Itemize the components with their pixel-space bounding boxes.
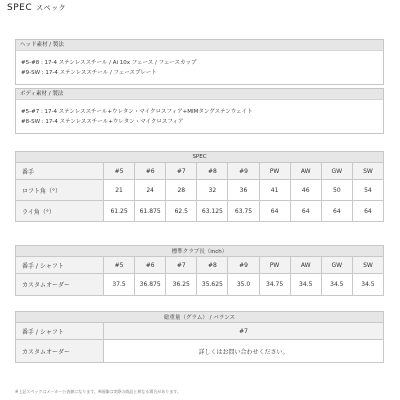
spec-cell: 61.25 xyxy=(104,201,135,222)
club-length-col-header: #7 xyxy=(166,257,197,274)
weight-balance-table xyxy=(15,311,384,363)
spec-row-lie xyxy=(16,201,384,222)
spec-table xyxy=(15,151,384,222)
head-material-line: #5-#8 : 17-4 ステンレススチール / Ai 10x フェース / フェースカップ xyxy=(21,60,197,66)
club-length-cell: 34.5 xyxy=(352,274,383,296)
spec-cell: 64 xyxy=(321,201,352,222)
spec-row-label: ライ角（°） xyxy=(16,201,104,222)
club-length-table xyxy=(15,245,384,296)
club-length-row-custom xyxy=(16,274,384,296)
weight-balance-row-label: カスタムオーダー xyxy=(16,340,104,363)
spec-col-header: #5 xyxy=(104,163,135,180)
spec-cell: 64 xyxy=(259,201,290,222)
club-length-col-header: PW xyxy=(259,257,290,274)
page-title xyxy=(7,3,66,13)
spec-cell: 28 xyxy=(166,180,197,201)
club-length-cell: 35.0 xyxy=(228,274,259,296)
page-title-text: SPEC xyxy=(7,3,33,13)
footnote: ※上記スペックはメーカー公表値になります。※画像は実際の商品と異なる場合があります。 xyxy=(15,389,181,394)
head-material-body xyxy=(16,51,383,84)
club-length-col-header: AW xyxy=(290,257,321,274)
spec-col-header: GW xyxy=(321,163,352,180)
spec-cell: 63.75 xyxy=(228,201,259,222)
body-material-body xyxy=(16,100,383,133)
body-material-header: ボディ素材 / 製法 xyxy=(16,89,383,100)
club-length-row-label: カスタムオーダー xyxy=(16,274,104,296)
spec-cell: 63.125 xyxy=(197,201,228,222)
spec-cell: 41 xyxy=(259,180,290,201)
club-length-col-header: SW xyxy=(352,257,383,274)
club-length-col-header: #8 xyxy=(197,257,228,274)
spec-col-header: #6 xyxy=(135,163,166,180)
spec-table-title: SPEC xyxy=(16,152,384,163)
spec-col-header: PW xyxy=(259,163,290,180)
club-length-table-title: 標準クラブ長（inch） xyxy=(16,246,384,257)
body-material-line: #5-#7 : 17-4 ステンレススチール+ウレタン・マイクロスフィア+MIMタングステンウェイト xyxy=(21,109,253,115)
club-length-cell: 34.5 xyxy=(290,274,321,296)
club-length-cell: 34.75 xyxy=(259,274,290,296)
club-length-header-row xyxy=(16,257,384,274)
spec-cell: 64 xyxy=(352,201,383,222)
weight-balance-cell: 詳しくはお問い合わせください。 xyxy=(104,340,384,363)
weight-balance-col-header: #7 xyxy=(104,323,384,340)
club-length-col-header: 番手 / シャフト xyxy=(16,257,104,274)
spec-col-header: SW xyxy=(352,163,383,180)
spec-cell: 50 xyxy=(321,180,352,201)
spec-col-header: AW xyxy=(290,163,321,180)
spec-col-header: #7 xyxy=(166,163,197,180)
head-material-box xyxy=(15,39,384,85)
head-material-header: ヘッド素材 / 製法 xyxy=(16,40,383,51)
spec-cell: 36 xyxy=(228,180,259,201)
spec-cell: 24 xyxy=(135,180,166,201)
spec-cell: 21 xyxy=(104,180,135,201)
weight-balance-row-custom xyxy=(16,340,384,363)
spec-table-header-row xyxy=(16,163,384,180)
club-length-cell: 36.25 xyxy=(166,274,197,296)
spec-cell: 32 xyxy=(197,180,228,201)
club-length-cell: 34.5 xyxy=(321,274,352,296)
spec-col-header: #9 xyxy=(228,163,259,180)
club-length-cell: 35.625 xyxy=(197,274,228,296)
club-length-col-header: #6 xyxy=(135,257,166,274)
spec-cell: 62.5 xyxy=(166,201,197,222)
head-material-line: #9-SW : 17-4 ステンレススチール / フェースプレート xyxy=(21,70,157,76)
spec-cell: 54 xyxy=(352,180,383,201)
club-length-cell: 37.5 xyxy=(104,274,135,296)
club-length-cell: 36.875 xyxy=(135,274,166,296)
spec-row-loft xyxy=(16,180,384,201)
spec-cell: 46 xyxy=(290,180,321,201)
spec-col-header: 番手 xyxy=(16,163,104,180)
spec-cell: 61.875 xyxy=(135,201,166,222)
weight-balance-header-row xyxy=(16,323,384,340)
body-material-box xyxy=(15,88,384,134)
body-material-line: #8-SW : 17-4 ステンレススチール+ウレタン・マイクロスフィア xyxy=(21,119,184,125)
club-length-col-header: #5 xyxy=(104,257,135,274)
spec-cell: 64 xyxy=(290,201,321,222)
club-length-col-header: #9 xyxy=(228,257,259,274)
spec-col-header: #8 xyxy=(197,163,228,180)
page-subtitle: スペック xyxy=(36,4,67,12)
weight-balance-col-header: 番手 / シャフト xyxy=(16,323,104,340)
club-length-col-header: GW xyxy=(321,257,352,274)
spec-row-label: ロフト角（°） xyxy=(16,180,104,201)
weight-balance-table-title: 総重量（グラム） / バランス xyxy=(16,312,384,323)
